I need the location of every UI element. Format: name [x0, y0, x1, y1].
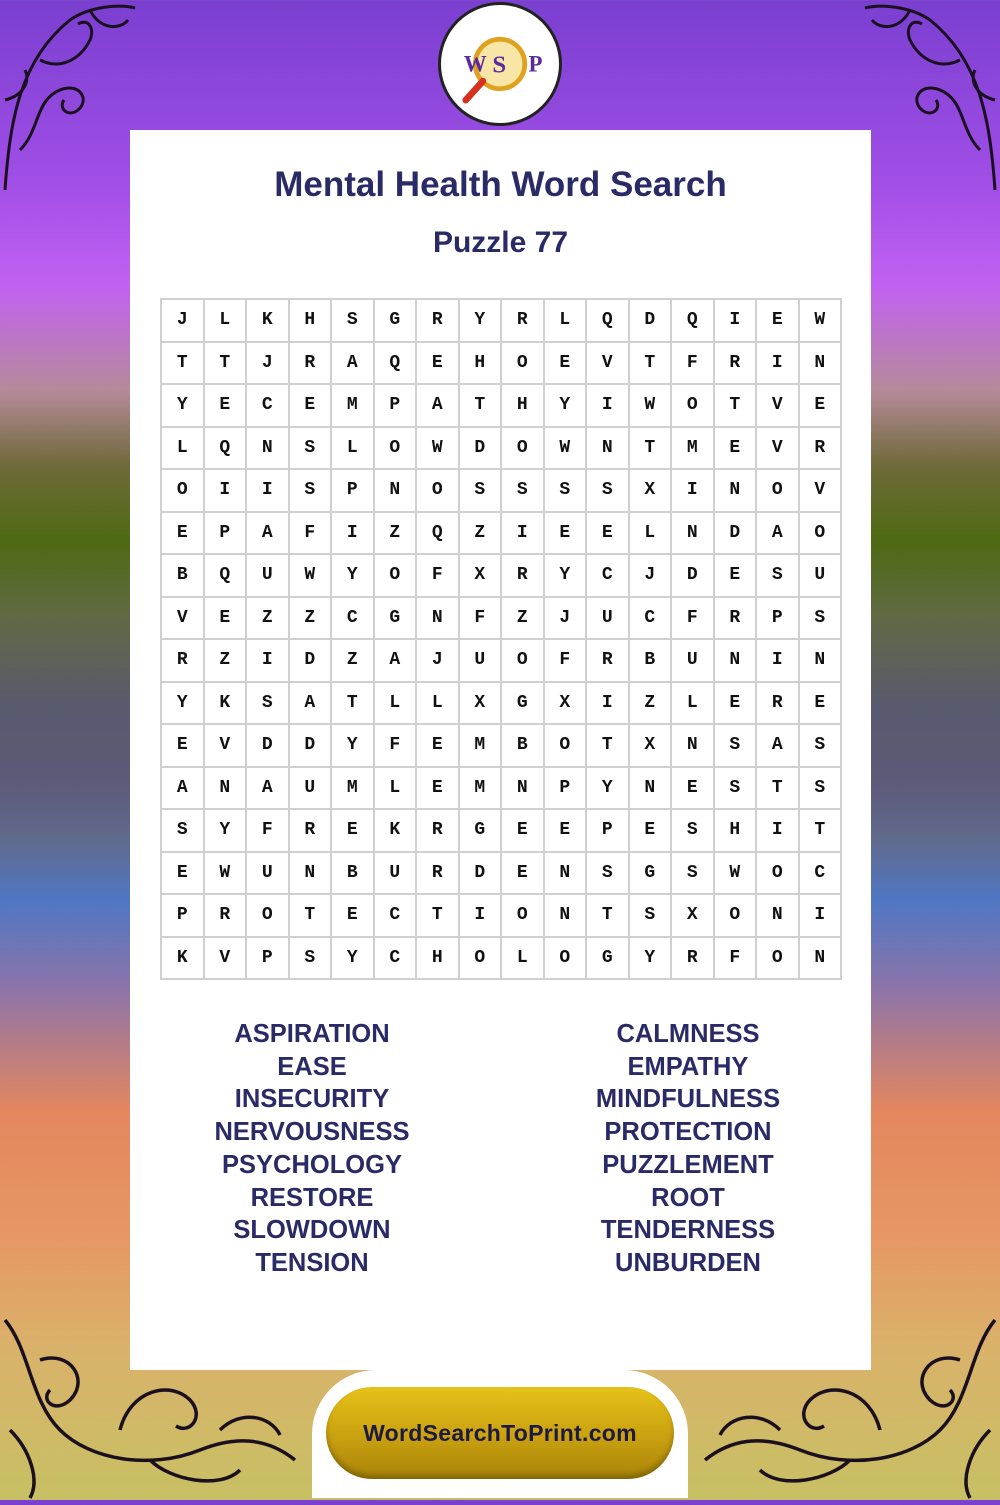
- grid-cell[interactable]: T: [417, 895, 460, 938]
- grid-cell[interactable]: M: [460, 768, 503, 811]
- grid-cell[interactable]: I: [502, 513, 545, 556]
- grid-cell[interactable]: I: [205, 470, 248, 513]
- grid-cell[interactable]: W: [800, 300, 843, 343]
- grid-cell[interactable]: Z: [375, 513, 418, 556]
- grid-cell[interactable]: O: [715, 895, 758, 938]
- grid-cell[interactable]: W: [417, 428, 460, 471]
- grid-cell[interactable]: W: [290, 555, 333, 598]
- word-list-item: PSYCHOLOGY: [222, 1150, 402, 1179]
- grid-cell[interactable]: R: [715, 343, 758, 386]
- grid-cell[interactable]: O: [502, 895, 545, 938]
- grid-cell[interactable]: V: [205, 938, 248, 981]
- grid-cell[interactable]: N: [247, 428, 290, 471]
- grid-cell[interactable]: I: [587, 385, 630, 428]
- grid-cell[interactable]: N: [502, 768, 545, 811]
- grid-cell[interactable]: S: [672, 853, 715, 896]
- grid-cell[interactable]: M: [460, 725, 503, 768]
- grid-cell[interactable]: T: [757, 768, 800, 811]
- grid-cell[interactable]: N: [672, 513, 715, 556]
- grid-cell[interactable]: A: [290, 683, 333, 726]
- grid-cell[interactable]: G: [502, 683, 545, 726]
- word-list-item: PROTECTION: [604, 1118, 772, 1147]
- grid-cell[interactable]: T: [800, 810, 843, 853]
- grid-cell[interactable]: S: [290, 938, 333, 981]
- website-label: WordSearchToPrint.com: [363, 1419, 637, 1446]
- grid-cell[interactable]: D: [290, 640, 333, 683]
- grid-cell[interactable]: R: [290, 343, 333, 386]
- grid-cell[interactable]: X: [545, 683, 588, 726]
- grid-cell[interactable]: O: [375, 428, 418, 471]
- word-list-item: EASE: [277, 1052, 347, 1081]
- logo-letter-p: P: [528, 51, 543, 77]
- grid-cell[interactable]: T: [290, 895, 333, 938]
- grid-cell[interactable]: L: [545, 300, 588, 343]
- corner-ornament-top-left: [0, 0, 140, 200]
- grid-cell[interactable]: E: [502, 810, 545, 853]
- grid-cell[interactable]: U: [587, 598, 630, 641]
- grid-cell[interactable]: U: [375, 853, 418, 896]
- grid-cell[interactable]: N: [715, 470, 758, 513]
- grid-cell[interactable]: Y: [162, 385, 205, 428]
- word-list-item: ASPIRATION: [234, 1020, 390, 1048]
- grid-cell[interactable]: K: [375, 810, 418, 853]
- grid-cell[interactable]: I: [672, 470, 715, 513]
- grid-cell[interactable]: F: [460, 598, 503, 641]
- grid-cell[interactable]: B: [502, 725, 545, 768]
- grid-cell[interactable]: C: [800, 853, 843, 896]
- grid-cell[interactable]: I: [757, 343, 800, 386]
- grid-cell[interactable]: P: [162, 895, 205, 938]
- grid-cell[interactable]: R: [205, 895, 248, 938]
- grid-cell[interactable]: V: [757, 428, 800, 471]
- grid-cell[interactable]: E: [715, 555, 758, 598]
- grid-cell[interactable]: R: [290, 810, 333, 853]
- grid-cell[interactable]: S: [757, 555, 800, 598]
- grid-cell[interactable]: T: [205, 343, 248, 386]
- word-list-item: UNBURDEN: [615, 1248, 761, 1277]
- grid-cell[interactable]: A: [375, 640, 418, 683]
- grid-cell[interactable]: S: [587, 853, 630, 896]
- grid-cell[interactable]: R: [502, 300, 545, 343]
- grid-cell[interactable]: N: [630, 768, 673, 811]
- grid-cell[interactable]: L: [672, 683, 715, 726]
- puzzle-number: Puzzle 77: [432, 226, 569, 259]
- grid-cell[interactable]: Z: [205, 640, 248, 683]
- grid-cell[interactable]: G: [460, 810, 503, 853]
- grid-cell[interactable]: H: [715, 810, 758, 853]
- grid-cell[interactable]: Z: [630, 683, 673, 726]
- grid-cell[interactable]: Z: [460, 513, 503, 556]
- grid-cell[interactable]: Z: [247, 598, 290, 641]
- grid-cell[interactable]: M: [672, 428, 715, 471]
- word-list-item: NERVOUSNESS: [214, 1118, 410, 1147]
- grid-cell[interactable]: R: [672, 938, 715, 981]
- grid-cell[interactable]: V: [757, 385, 800, 428]
- grid-cell[interactable]: O: [502, 343, 545, 386]
- grid-cell[interactable]: D: [247, 725, 290, 768]
- word-list-item: MINDFULNESS: [595, 1085, 781, 1114]
- grid-cell[interactable]: H: [290, 300, 333, 343]
- grid-cell[interactable]: N: [800, 640, 843, 683]
- grid-cell[interactable]: T: [630, 428, 673, 471]
- grid-cell[interactable]: R: [417, 853, 460, 896]
- word-list-item: PUZZLEMENT: [602, 1150, 774, 1179]
- grid-cell[interactable]: D: [460, 428, 503, 471]
- grid-cell[interactable]: N: [205, 768, 248, 811]
- puzzle-card: [130, 130, 871, 1370]
- grid-cell[interactable]: R: [715, 598, 758, 641]
- grid-cell[interactable]: E: [672, 768, 715, 811]
- grid-cell[interactable]: N: [715, 640, 758, 683]
- grid-cell[interactable]: J: [162, 300, 205, 343]
- grid-cell[interactable]: S: [162, 810, 205, 853]
- grid-cell[interactable]: X: [460, 555, 503, 598]
- grid-cell[interactable]: E: [417, 343, 460, 386]
- grid-cell[interactable]: T: [460, 385, 503, 428]
- grid-cell[interactable]: Q: [417, 513, 460, 556]
- grid-cell[interactable]: P: [375, 385, 418, 428]
- grid-cell[interactable]: O: [162, 470, 205, 513]
- grid-cell[interactable]: Y: [332, 725, 375, 768]
- grid-cell[interactable]: F: [375, 725, 418, 768]
- grid-cell[interactable]: R: [502, 555, 545, 598]
- grid-cell[interactable]: X: [460, 683, 503, 726]
- grid-cell[interactable]: I: [800, 895, 843, 938]
- grid-cell[interactable]: S: [332, 300, 375, 343]
- grid-cell[interactable]: T: [332, 683, 375, 726]
- grid-cell[interactable]: N: [800, 343, 843, 386]
- grid-cell[interactable]: K: [162, 938, 205, 981]
- website-button[interactable]: [326, 1387, 674, 1479]
- grid-cell[interactable]: N: [800, 938, 843, 981]
- grid-cell[interactable]: E: [205, 385, 248, 428]
- grid-cell[interactable]: P: [205, 513, 248, 556]
- grid-cell[interactable]: L: [630, 513, 673, 556]
- grid-cell[interactable]: D: [630, 300, 673, 343]
- grid-cell[interactable]: Y: [332, 555, 375, 598]
- grid-cell[interactable]: S: [460, 470, 503, 513]
- grid-cell[interactable]: E: [162, 513, 205, 556]
- grid-cell[interactable]: T: [162, 343, 205, 386]
- grid-cell[interactable]: O: [460, 938, 503, 981]
- grid-cell[interactable]: W: [630, 385, 673, 428]
- grid-cell[interactable]: O: [800, 513, 843, 556]
- magnifier-handle-icon: [466, 81, 483, 100]
- grid-cell[interactable]: Q: [672, 300, 715, 343]
- grid-cell[interactable]: Q: [205, 428, 248, 471]
- grid-cell[interactable]: U: [247, 555, 290, 598]
- grid-cell[interactable]: O: [502, 428, 545, 471]
- grid-cell[interactable]: S: [290, 470, 333, 513]
- grid-cell[interactable]: G: [587, 938, 630, 981]
- grid-cell[interactable]: A: [417, 385, 460, 428]
- grid-cell[interactable]: B: [332, 853, 375, 896]
- grid-cell[interactable]: Y: [545, 555, 588, 598]
- grid-cell[interactable]: I: [247, 640, 290, 683]
- grid-cell[interactable]: H: [460, 343, 503, 386]
- word-list-item: INSECURITY: [234, 1085, 390, 1114]
- grid-cell[interactable]: G: [630, 853, 673, 896]
- grid-cell[interactable]: F: [247, 810, 290, 853]
- grid-cell[interactable]: U: [672, 640, 715, 683]
- grid-cell[interactable]: G: [375, 300, 418, 343]
- grid-cell[interactable]: O: [757, 853, 800, 896]
- grid-cell[interactable]: E: [417, 768, 460, 811]
- grid-cell[interactable]: W: [715, 853, 758, 896]
- grid-cell[interactable]: A: [247, 768, 290, 811]
- grid-cell[interactable]: F: [545, 640, 588, 683]
- grid-cell[interactable]: D: [672, 555, 715, 598]
- grid-cell[interactable]: T: [587, 895, 630, 938]
- word-list-item: RESTORE: [250, 1183, 374, 1212]
- letter-grid: [160, 298, 842, 980]
- grid-cell[interactable]: Y: [630, 938, 673, 981]
- word-list-right: [538, 1018, 838, 1280]
- grid-cell[interactable]: I: [587, 683, 630, 726]
- grid-cell[interactable]: S: [247, 683, 290, 726]
- grid-cell[interactable]: J: [417, 640, 460, 683]
- grid-cell[interactable]: Y: [205, 810, 248, 853]
- grid-cell[interactable]: E: [757, 300, 800, 343]
- grid-cell[interactable]: P: [545, 768, 588, 811]
- word-list-item: CALMNESS: [616, 1020, 760, 1048]
- grid-cell[interactable]: U: [290, 768, 333, 811]
- grid-cell[interactable]: C: [375, 895, 418, 938]
- grid-cell[interactable]: F: [672, 598, 715, 641]
- grid-cell[interactable]: T: [630, 343, 673, 386]
- word-list-left: [162, 1018, 462, 1280]
- grid-cell[interactable]: F: [290, 513, 333, 556]
- logo-letter-s: S: [492, 51, 507, 79]
- grid-cell[interactable]: O: [672, 385, 715, 428]
- grid-cell[interactable]: N: [375, 470, 418, 513]
- grid-cell[interactable]: S: [545, 470, 588, 513]
- grid-cell[interactable]: S: [715, 768, 758, 811]
- grid-cell[interactable]: E: [630, 810, 673, 853]
- grid-cell[interactable]: P: [247, 938, 290, 981]
- grid-cell[interactable]: N: [672, 725, 715, 768]
- grid-cell[interactable]: I: [757, 810, 800, 853]
- grid-cell[interactable]: E: [332, 895, 375, 938]
- word-list-item: ROOT: [651, 1183, 725, 1212]
- grid-cell[interactable]: S: [587, 470, 630, 513]
- grid-cell[interactable]: L: [375, 768, 418, 811]
- grid-cell[interactable]: B: [162, 555, 205, 598]
- grid-cell[interactable]: Z: [502, 598, 545, 641]
- grid-cell[interactable]: E: [800, 385, 843, 428]
- grid-cell[interactable]: O: [375, 555, 418, 598]
- grid-cell[interactable]: R: [417, 300, 460, 343]
- grid-cell[interactable]: M: [332, 385, 375, 428]
- grid-cell[interactable]: U: [800, 555, 843, 598]
- grid-cell[interactable]: I: [757, 640, 800, 683]
- word-list-item: SLOWDOWN: [233, 1216, 391, 1245]
- grid-cell[interactable]: N: [757, 895, 800, 938]
- grid-cell[interactable]: N: [545, 853, 588, 896]
- grid-cell[interactable]: V: [162, 598, 205, 641]
- grid-cell[interactable]: X: [630, 470, 673, 513]
- grid-cell[interactable]: K: [247, 300, 290, 343]
- grid-cell[interactable]: A: [757, 513, 800, 556]
- grid-cell[interactable]: Q: [587, 300, 630, 343]
- grid-cell[interactable]: O: [247, 895, 290, 938]
- grid-cell[interactable]: R: [162, 640, 205, 683]
- grid-cell[interactable]: H: [417, 938, 460, 981]
- grid-cell[interactable]: I: [247, 470, 290, 513]
- grid-cell[interactable]: H: [502, 385, 545, 428]
- grid-cell[interactable]: E: [545, 513, 588, 556]
- grid-cell[interactable]: M: [332, 768, 375, 811]
- grid-cell[interactable]: T: [587, 725, 630, 768]
- grid-cell[interactable]: X: [672, 895, 715, 938]
- grid-cell[interactable]: Q: [375, 343, 418, 386]
- grid-cell[interactable]: U: [247, 853, 290, 896]
- grid-cell[interactable]: Y: [162, 683, 205, 726]
- grid-cell[interactable]: T: [715, 385, 758, 428]
- grid-cell[interactable]: A: [162, 768, 205, 811]
- word-list-item: TENDERNESS: [600, 1216, 776, 1245]
- grid-cell[interactable]: P: [757, 598, 800, 641]
- grid-cell[interactable]: S: [630, 895, 673, 938]
- grid-cell[interactable]: E: [545, 343, 588, 386]
- grid-cell[interactable]: G: [375, 598, 418, 641]
- grid-cell[interactable]: L: [205, 300, 248, 343]
- grid-cell[interactable]: S: [800, 768, 843, 811]
- grid-cell[interactable]: P: [332, 470, 375, 513]
- grid-cell[interactable]: L: [332, 428, 375, 471]
- grid-cell[interactable]: E: [715, 428, 758, 471]
- grid-cell[interactable]: D: [460, 853, 503, 896]
- grid-cell[interactable]: N: [545, 895, 588, 938]
- grid-cell[interactable]: F: [417, 555, 460, 598]
- grid-cell[interactable]: E: [332, 810, 375, 853]
- grid-cell[interactable]: E: [162, 853, 205, 896]
- grid-cell[interactable]: S: [800, 598, 843, 641]
- grid-cell[interactable]: Y: [545, 385, 588, 428]
- grid-cell[interactable]: J: [630, 555, 673, 598]
- grid-cell[interactable]: R: [417, 810, 460, 853]
- grid-cell[interactable]: W: [205, 853, 248, 896]
- grid-cell[interactable]: S: [800, 725, 843, 768]
- grid-cell[interactable]: B: [630, 640, 673, 683]
- grid-cell[interactable]: O: [417, 470, 460, 513]
- grid-cell[interactable]: C: [247, 385, 290, 428]
- grid-cell[interactable]: X: [630, 725, 673, 768]
- grid-cell[interactable]: Y: [460, 300, 503, 343]
- word-list-item: EMPATHY: [627, 1052, 749, 1081]
- grid-cell[interactable]: L: [162, 428, 205, 471]
- grid-cell[interactable]: L: [502, 938, 545, 981]
- grid-cell[interactable]: J: [545, 598, 588, 641]
- grid-cell[interactable]: E: [545, 810, 588, 853]
- grid-cell[interactable]: N: [290, 853, 333, 896]
- page-title: Mental Health Word Search: [274, 165, 727, 204]
- grid-cell[interactable]: Q: [205, 555, 248, 598]
- grid-cell[interactable]: E: [715, 683, 758, 726]
- grid-cell[interactable]: C: [587, 555, 630, 598]
- corner-ornament-top-right: [860, 0, 1000, 200]
- grid-cell[interactable]: O: [545, 725, 588, 768]
- grid-cell[interactable]: K: [205, 683, 248, 726]
- grid-cell[interactable]: I: [715, 300, 758, 343]
- grid-cell[interactable]: N: [587, 428, 630, 471]
- grid-cell[interactable]: V: [587, 343, 630, 386]
- grid-cell[interactable]: S: [502, 470, 545, 513]
- grid-cell[interactable]: D: [715, 513, 758, 556]
- grid-cell[interactable]: J: [247, 343, 290, 386]
- grid-cell[interactable]: S: [715, 725, 758, 768]
- grid-cell[interactable]: L: [375, 683, 418, 726]
- word-list-item: TENSION: [255, 1248, 369, 1277]
- grid-cell[interactable]: U: [460, 640, 503, 683]
- grid-cell[interactable]: C: [332, 598, 375, 641]
- grid-cell[interactable]: E: [502, 853, 545, 896]
- grid-cell[interactable]: O: [757, 938, 800, 981]
- logo-letter-w: W: [463, 51, 487, 77]
- grid-cell[interactable]: E: [800, 683, 843, 726]
- grid-cell[interactable]: Y: [587, 768, 630, 811]
- grid-cell[interactable]: W: [545, 428, 588, 471]
- grid-cell[interactable]: V: [800, 470, 843, 513]
- grid-cell[interactable]: S: [290, 428, 333, 471]
- grid-cell[interactable]: F: [672, 343, 715, 386]
- grid-cell[interactable]: I: [460, 895, 503, 938]
- grid-cell[interactable]: C: [375, 938, 418, 981]
- grid-cell[interactable]: O: [757, 470, 800, 513]
- grid-cell[interactable]: O: [502, 640, 545, 683]
- grid-cell[interactable]: F: [715, 938, 758, 981]
- grid-cell[interactable]: E: [290, 385, 333, 428]
- grid-cell[interactable]: A: [757, 725, 800, 768]
- grid-cell[interactable]: N: [417, 598, 460, 641]
- grid-cell[interactable]: P: [587, 810, 630, 853]
- grid-cell[interactable]: E: [417, 725, 460, 768]
- grid-cell[interactable]: R: [587, 640, 630, 683]
- wsp-logo: [438, 2, 562, 126]
- grid-cell[interactable]: A: [332, 343, 375, 386]
- grid-cell[interactable]: L: [417, 683, 460, 726]
- grid-cell[interactable]: C: [630, 598, 673, 641]
- grid-cell[interactable]: E: [205, 598, 248, 641]
- grid-cell[interactable]: D: [290, 725, 333, 768]
- grid-cell[interactable]: E: [162, 725, 205, 768]
- grid-cell[interactable]: I: [332, 513, 375, 556]
- grid-cell[interactable]: Z: [290, 598, 333, 641]
- grid-cell[interactable]: Y: [332, 938, 375, 981]
- grid-cell[interactable]: Z: [332, 640, 375, 683]
- grid-cell[interactable]: R: [800, 428, 843, 471]
- grid-cell[interactable]: S: [672, 810, 715, 853]
- grid-cell[interactable]: V: [205, 725, 248, 768]
- grid-cell[interactable]: A: [247, 513, 290, 556]
- grid-cell[interactable]: R: [757, 683, 800, 726]
- grid-cell[interactable]: E: [587, 513, 630, 556]
- grid-cell[interactable]: O: [545, 938, 588, 981]
